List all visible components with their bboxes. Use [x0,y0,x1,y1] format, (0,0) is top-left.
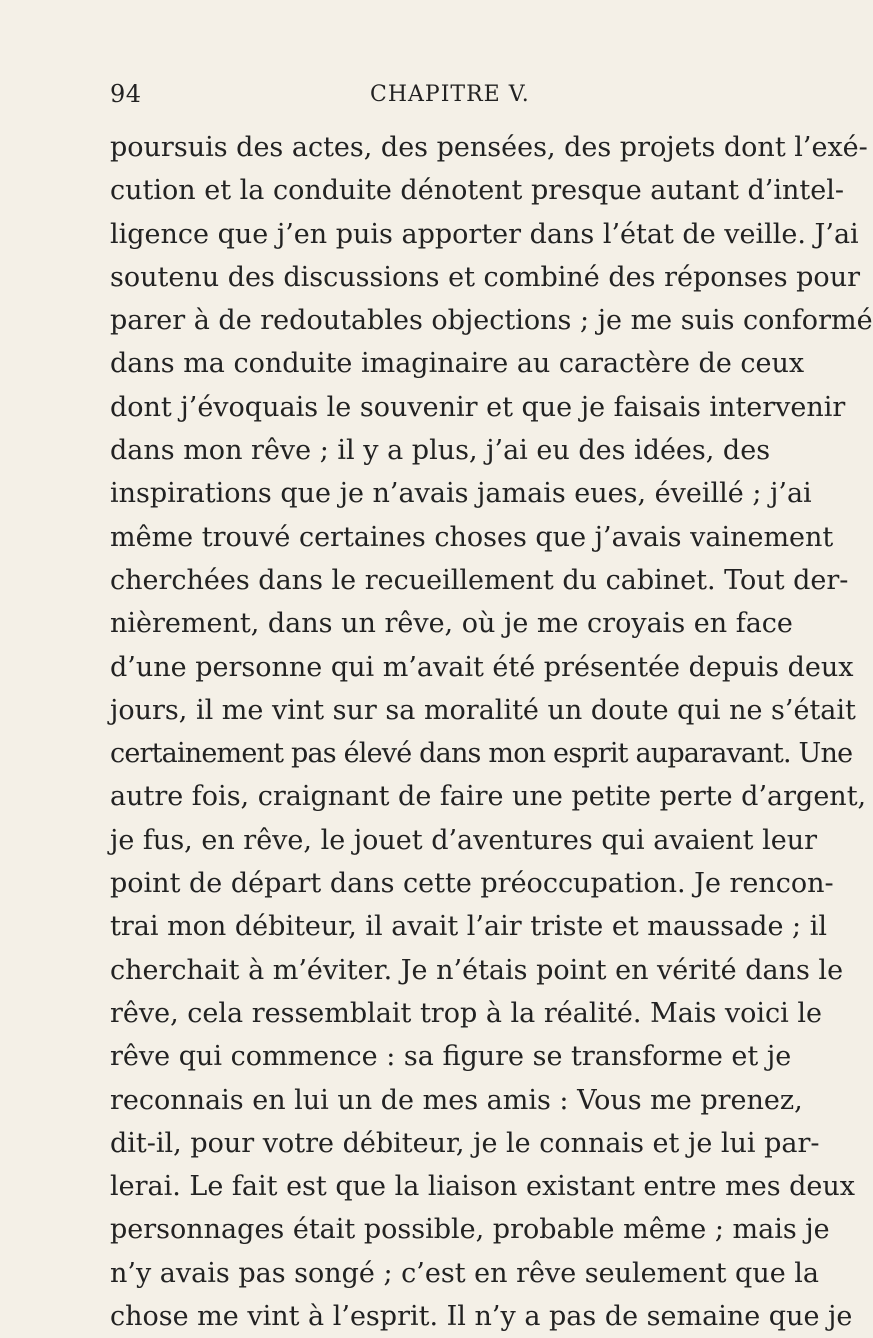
text-line: parer à de redoutables objections ; je me suis conformé [110,305,873,337]
text-line: cution et la conduite dénotent presque autant d’intel- [110,175,844,207]
text-line: n’y avais pas songé ; c’est en rêve seulement que la [110,1257,820,1289]
text-line: d’une personne qui m’avait été présentée depuis deux [110,651,854,683]
body-text [110,126,873,1338]
text-line: certainement pas élevé dans mon esprit auparavant. Une [110,738,853,770]
text-line: poursuis des actes, des pensées, des projets dont l’exé- [110,132,868,163]
text-line: soutenu des discussions et combiné des réponses pour [110,261,860,293]
text-line: dans ma conduite imaginaire au caractère de ceux [110,348,805,380]
text-line: ligence que j’en puis apporter dans l’état de veille. J’ai [110,218,859,250]
text-line: dans mon rêve ; il y a plus, j’ai eu des idées, des [110,435,771,467]
text-line: point de départ dans cette préoccupation. Je rencon- [110,868,834,900]
chapter-title: CHAPITRE V. [370,82,530,107]
text-line: jours, il me vint sur sa moralité un doute qui ne s’était [110,694,856,726]
text-line: chose me vint à l’esprit. Il n’y a pas de semaine que je [110,1301,853,1333]
text-line: même trouvé certaines choses que j’avais vainement [110,521,834,553]
text-line: autre fois, craignant de faire une petite perte d’argent, [110,781,867,813]
text-line: je fus, en rêve, le jouet d’aventures qui avaient leur [110,824,818,856]
text-line: cherchées dans le recueillement du cabinet. Tout der- [110,564,849,596]
text-line: lerai. Le fait est que la liaison existant entre mes deux [110,1171,856,1203]
text-line: inspirations que je n’avais jamais eues, éveillé ; j’ai [110,478,812,510]
text-line: rêve, cela ressemblait trop à la réalité. Mais voici le [110,997,822,1029]
text-line: personnages était possible, probable même ; mais je [110,1214,830,1246]
page-number: 94 [110,80,142,108]
text-line: rêve qui commence : sa figure se transforme et je [110,1041,792,1073]
text-line: dit-il, pour votre débiteur, je le connais et je lui par- [110,1127,820,1159]
text-line: dont j’évoquais le souvenir et que je faisais intervenir [110,391,846,423]
text-line: reconnais en lui un de mes amis : Vous me prenez, [110,1084,803,1116]
running-header [110,80,770,114]
text-line: nièrement, dans un rêve, où je me croyais en face [110,608,793,640]
text-line: trai mon débiteur, il avait l’air triste et maussade ; il [110,911,827,943]
text-line: cherchait à m’éviter. Je n’étais point en vérité dans le [110,954,844,986]
